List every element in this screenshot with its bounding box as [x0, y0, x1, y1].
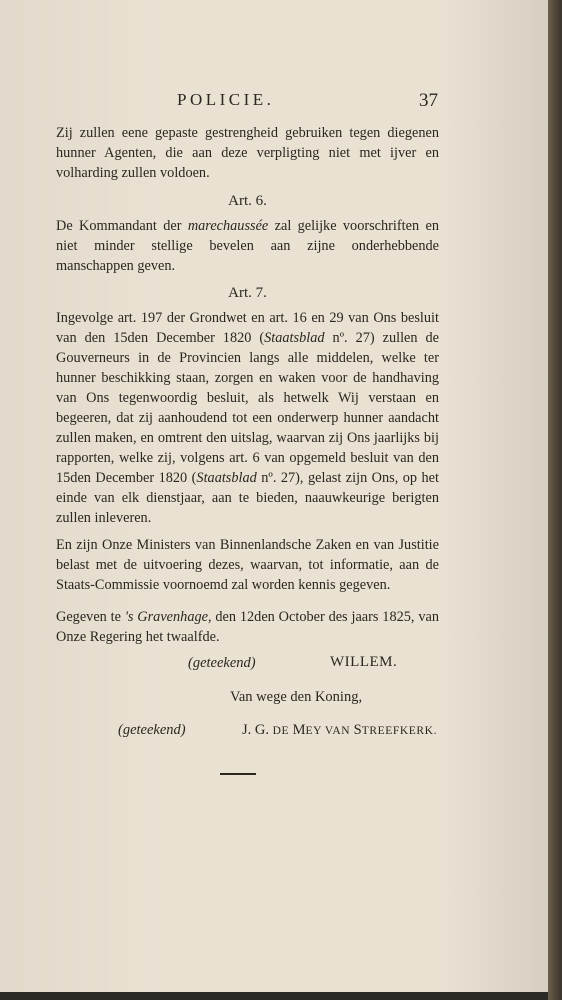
paragraph-3-italic-2: Staatsblad: [196, 469, 257, 486]
by-order-line: Van wege den Koning,: [230, 689, 363, 705]
paragraph-3: [56, 309, 439, 528]
article-6-heading: Art. 6.: [228, 192, 267, 209]
closing-rule: [220, 773, 256, 775]
signed-label-2: (geteekend): [118, 722, 186, 738]
minister-initials: J. G.: [242, 722, 273, 738]
paragraph-3-italic-1: Staatsblad: [264, 330, 325, 347]
minister-van: VAN: [324, 725, 354, 737]
article-7-heading: Art. 7.: [228, 285, 267, 302]
minister-s: S: [353, 722, 362, 738]
paragraph-2-start: De Kommandant der: [56, 217, 188, 234]
paragraph-1: Zij zullen eene gepaste gestrengheid gebruiken tegen diegenen hunner Agenten, die aan deze verpligting niet met ijver en volharding zullen voldoen.: [56, 125, 439, 181]
paragraph-5-italic: 's Gravenhage: [124, 609, 208, 626]
paragraph-2-italic: marechaussée: [187, 217, 269, 234]
paragraph-5-end: , den 12den October des jaars 1825, van Onze Regering het twaalfde.: [56, 609, 439, 646]
page-number: 37: [419, 90, 438, 111]
body-text: [56, 124, 439, 648]
signed-label-1: (geteekend): [188, 655, 256, 671]
minister-signature: [242, 722, 437, 739]
running-title: POLICIE.: [177, 90, 275, 109]
paragraph-3-part-c: nº. 27), gelast zijn Ons, op het einde van elk dienstjaar, aan te bieden, naauwkeurige berigten zullen inleveren.: [56, 469, 439, 526]
minister-de: DE: [272, 725, 293, 737]
paragraph-5: [56, 608, 439, 648]
minister-ey: EY: [305, 725, 325, 737]
page-header: [0, 90, 548, 116]
paragraph-3-part-b: nº. 27) zullen de Gouverneurs in de Provincien langs alle middelen, welke ter hunner beschikking staan, zorgen en waken voor de handhaving van Ons tegenwoordig besluit, als hetwelk Wij verstaan en begeeren, dat zij aanhoudend tot een onderwerp hunner aandacht zullen maken, en omtrent den uitslag, waarvan zij Ons jaarlijks bij rapporten, welke zij, volgens art. 6 van opgemeld besluit van den 15den December 1820 (: [56, 330, 439, 486]
paragraph-2: [56, 217, 439, 277]
paragraph-4: En zijn Onze Ministers van Binnenlandsche Zaken en van Justitie belast met de uitvoering dezes, waarvan, tot informatie, aan de Staats-Commissie voornoemd zal worden kennis gegeven.: [56, 537, 439, 594]
paragraph-5-start: Gegeven te: [56, 609, 125, 626]
minister-m: M: [292, 722, 306, 738]
paragraph-3-part-a: Ingevolge art. 197 der Grondwet en art. 16 en 29 van Ons besluit van den 15den December 1820 (: [56, 310, 439, 347]
king-signature: WILLEM.: [330, 654, 398, 670]
minister-streefkerk: TREEFKERK.: [361, 725, 438, 737]
book-spine: [548, 0, 562, 1000]
paragraph-2-end: zal gelijke voorschriften en niet minder stellige bevelen aan zijne onderhebbende manschappen geven.: [56, 217, 439, 274]
